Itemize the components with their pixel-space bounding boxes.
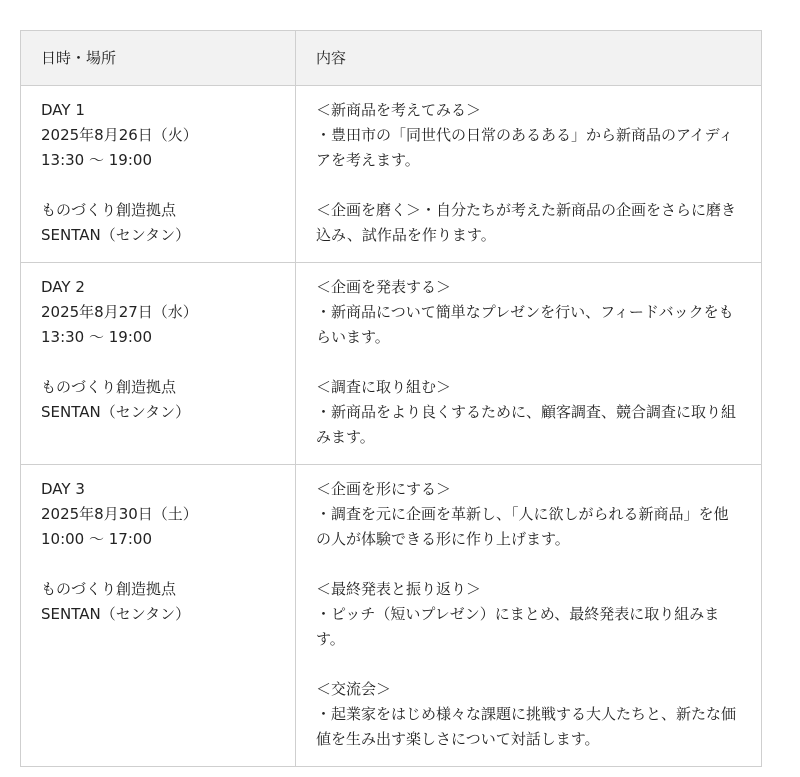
section-body: ・新商品をより良くするために、顧客調査、競合調査に取り組みます。	[316, 403, 737, 446]
program-section	[316, 275, 741, 350]
section-body: ・ピッチ（短いプレゼン）にまとめ、最終発表に取り組みます。	[316, 605, 720, 648]
venue-name: ものづくり創造拠点	[41, 580, 177, 598]
header-datetime-place: 日時・場所	[21, 31, 296, 86]
venue-name: ものづくり創造拠点	[41, 201, 177, 219]
day-label: DAY 1	[41, 101, 85, 119]
program-section	[316, 198, 741, 248]
date: 2025年8月30日（土）	[41, 505, 198, 523]
day3-content-cell	[296, 465, 762, 767]
section-body: ・豊田市の「同世代の日常のあるある」から新商品のアイディアを考えます。	[316, 126, 734, 169]
time-range: 10:00 〜 17:00	[41, 530, 152, 548]
day1-when-cell	[21, 86, 296, 263]
day3-when-cell	[21, 465, 296, 767]
day2-content-cell	[296, 263, 762, 465]
section-heading: ＜新商品を考えてみる＞	[316, 101, 482, 119]
program-section	[316, 677, 741, 752]
table-header-row	[21, 31, 762, 86]
day-label: DAY 3	[41, 480, 85, 498]
table-row	[21, 86, 762, 263]
date: 2025年8月26日（火）	[41, 126, 198, 144]
section-body: ・調査を元に企画を革新し、「人に欲しがられる新商品」を他の人が体験できる形に作り上げます。	[316, 505, 729, 548]
venue-name: ものづくり創造拠点	[41, 378, 177, 396]
table-row	[21, 465, 762, 767]
section-heading: ＜最終発表と振り返り＞	[316, 580, 482, 598]
spacer	[41, 552, 275, 577]
section-heading: ＜交流会＞	[316, 680, 392, 698]
spacer	[41, 173, 275, 198]
program-section	[316, 98, 741, 173]
section-body: ・起業家をはじめ様々な課題に挑戦する大人たちと、新たな価値を生み出す楽しさについて対話します。	[316, 705, 737, 748]
program-section	[316, 375, 741, 450]
time-range: 13:30 〜 19:00	[41, 151, 152, 169]
header-content: 内容	[296, 31, 762, 86]
venue-subname: SENTAN（センタン）	[41, 226, 191, 244]
section-heading: ＜企画を形にする＞	[316, 480, 452, 498]
schedule-table	[20, 30, 762, 767]
section-heading: ＜企画を発表する＞	[316, 278, 452, 296]
section-body: ＜企画を磨く＞・自分たちが考えた新商品の企画をさらに磨き込み、試作品を作ります。	[316, 201, 737, 244]
time-range: 13:30 〜 19:00	[41, 328, 152, 346]
day2-when-cell	[21, 263, 296, 465]
table-row	[21, 263, 762, 465]
section-heading: ＜調査に取り組む＞	[316, 378, 452, 396]
spacer	[41, 350, 275, 375]
program-section	[316, 577, 741, 652]
venue-subname: SENTAN（センタン）	[41, 403, 191, 421]
program-section	[316, 477, 741, 552]
section-body: ・新商品について簡単なプレゼンを行い、フィードバックをもらいます。	[316, 303, 734, 346]
day1-content-cell	[296, 86, 762, 263]
day-label: DAY 2	[41, 278, 85, 296]
venue-subname: SENTAN（センタン）	[41, 605, 191, 623]
date: 2025年8月27日（水）	[41, 303, 198, 321]
